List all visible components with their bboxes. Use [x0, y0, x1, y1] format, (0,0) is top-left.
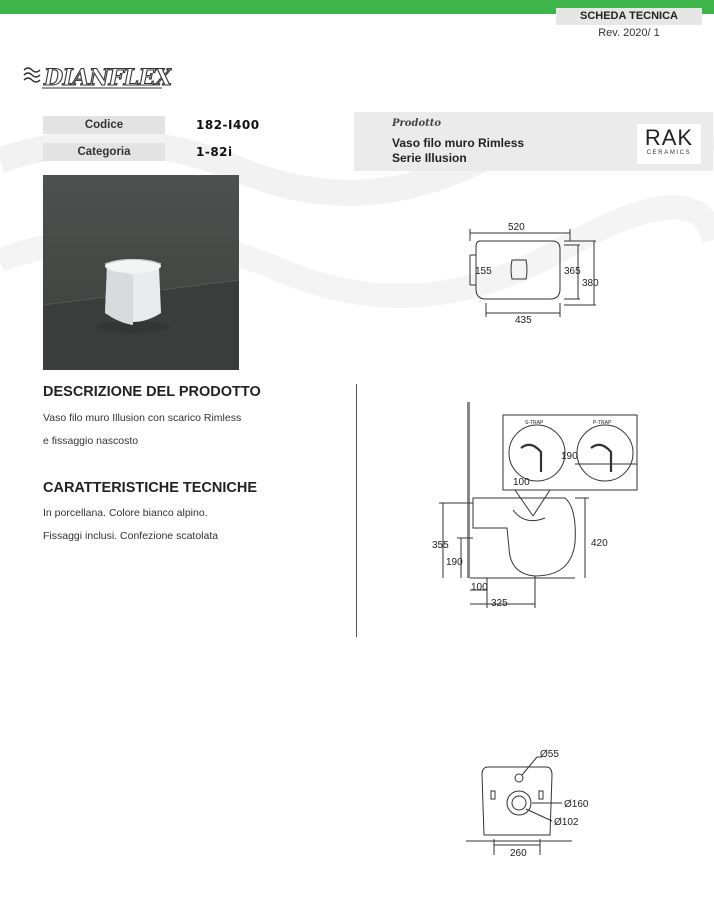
- dim-520: 520: [508, 222, 525, 233]
- description-title: DESCRIZIONE DEL PRODOTTO: [43, 384, 261, 400]
- dianflex-logo: [22, 60, 172, 92]
- scheda-tecnica-badge: SCHEDA TECNICA: [556, 8, 702, 25]
- dim-380: 380: [582, 278, 599, 289]
- dim-435: 435: [515, 315, 532, 325]
- rak-logo-subtext: CERAMICS: [646, 150, 692, 156]
- codice-value: 182-I400: [196, 118, 260, 132]
- dim-d55: Ø55: [540, 749, 559, 760]
- dim-355: 355: [432, 540, 449, 551]
- column-divider: [356, 384, 357, 637]
- product-photo: [43, 175, 239, 370]
- categoria-value: 1-82i: [196, 145, 233, 159]
- description-line2: e fissaggio nascosto: [43, 435, 139, 447]
- top-view-drawing: [460, 215, 610, 325]
- product-name-line2: Serie Illusion: [392, 151, 467, 165]
- p-trap-label: P-TRAP: [593, 420, 612, 426]
- rak-ceramics-logo: [637, 124, 701, 164]
- toilet-illustration: [43, 175, 239, 370]
- rak-logo-text: RAK: [644, 125, 694, 150]
- features-title: CARATTERISTICHE TECNICHE: [43, 480, 258, 496]
- dim-325: 325: [491, 598, 508, 609]
- dim-190: 190: [446, 557, 463, 568]
- product-name: [392, 136, 592, 166]
- s-trap-label: S-TRAP: [525, 420, 544, 426]
- dim-d102: Ø102: [554, 817, 579, 828]
- back-view-drawing: [462, 745, 602, 860]
- categoria-label: Categoria: [43, 143, 165, 161]
- description-line1: Vaso filo muro Illusion con scarico Rimless: [43, 412, 242, 424]
- codice-label: Codice: [43, 116, 165, 134]
- dim-100: 100: [471, 582, 488, 593]
- dim-260: 260: [510, 848, 527, 859]
- product-label: Prodotto: [392, 118, 442, 129]
- dim-155: 155: [475, 266, 492, 277]
- product-box: [354, 112, 713, 171]
- svg-text:DIANFLEX: DIANFLEX: [44, 65, 172, 91]
- side-view-drawing: [425, 398, 640, 613]
- dim-190-trap: 190: [561, 451, 578, 462]
- dim-100-trap: 100: [513, 477, 530, 488]
- product-name-line1: Vaso filo muro Rimless: [392, 136, 525, 150]
- dim-d160: Ø160: [564, 799, 589, 810]
- dim-420: 420: [591, 538, 608, 549]
- dim-365: 365: [564, 266, 581, 277]
- revision-label: Rev. 2020/ 1: [598, 27, 660, 39]
- features-line1: In porcellana. Colore bianco alpino.: [43, 507, 208, 519]
- features-line2: Fissaggi inclusi. Confezione scatolata: [43, 530, 219, 542]
